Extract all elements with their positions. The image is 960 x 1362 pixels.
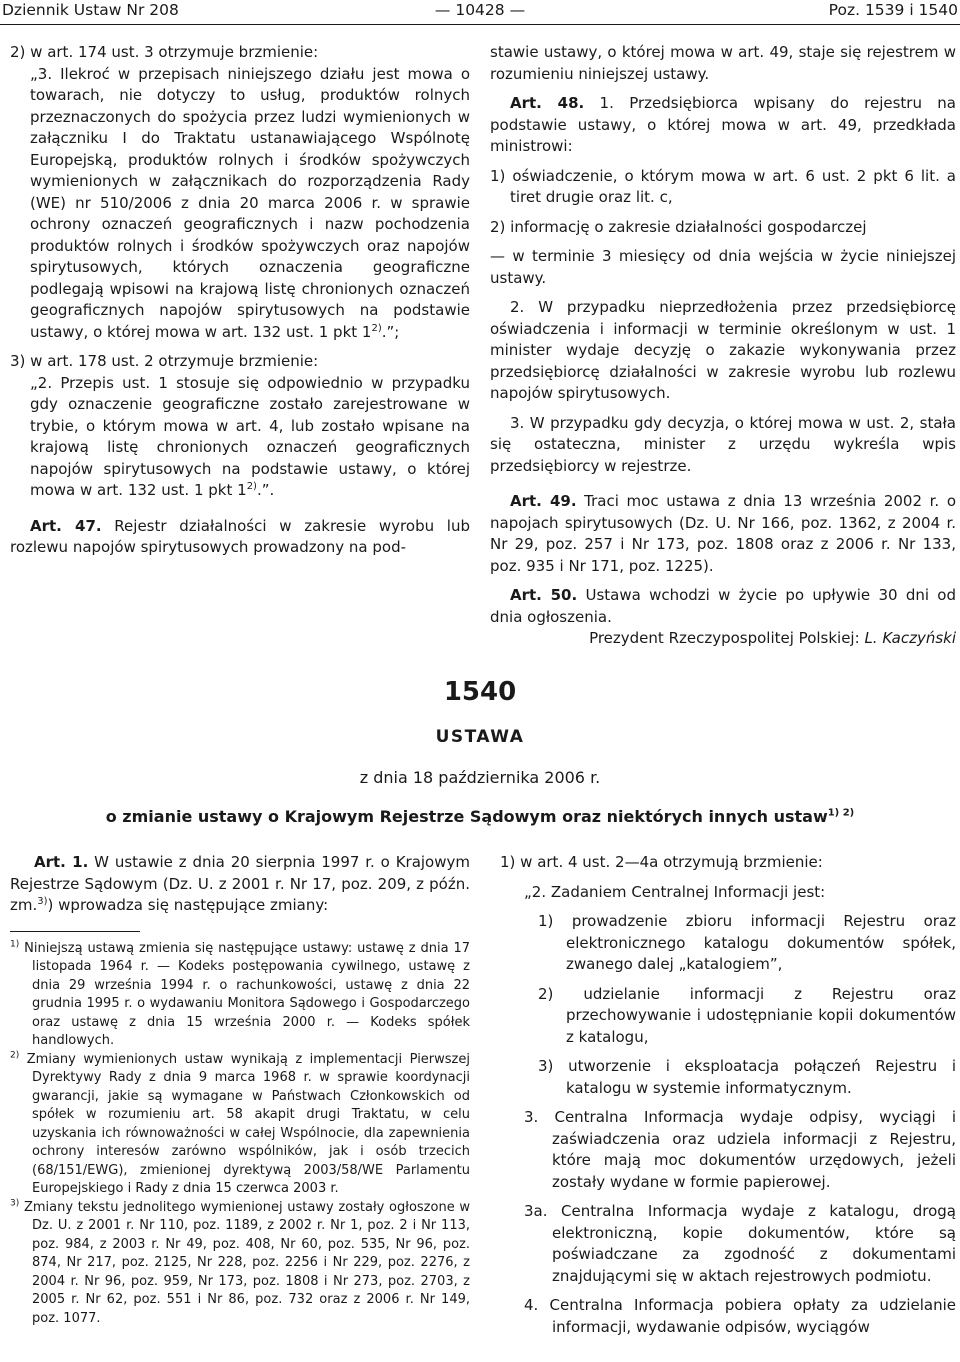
article-48-item-2: 2) informację o zakresie działalności gospodarczej (490, 217, 867, 236)
ci-para-3: 3. Centralna Informacja wydaje odpisy, wyciągi i zaświadczenia oraz udziela informacji z Rejestru, które mają moc dokumentów urzędowych, jeżeli zostały wydane w formie papierowej. (524, 1108, 956, 1191)
ci-task-intro: „2. Zadaniem Centralnej Informacji jest: (524, 882, 826, 901)
signature: Prezydent Rzeczypospolitej Polskiej: L. Kaczyński (589, 629, 956, 647)
amendment-text-art174: „3. Ilekroć w przepisach niniejszego działu jest mowa o towarach, nie dotyczy to usług, produktów rolnych przeznaczonych do spożycia przez ludzi wymienionych w załączniku I do Traktatu ustanawiającego Wspólnotę Europejską, produktów rolnych i środków spożywczych wymienionych w załącznikach do rozporządzenia Rady (WE) nr 510/2006 z dnia 20 marca 2006 r. w sprawie ochrony oznaczeń geograficznych i nazw pochodzenia produktów rolnych i środków spożywczych oraz napojów spirytusowych, których oznaczenia geograficzne podlegają wpisowi na krajową listę chronionych oznaczeń geograficznych napojów spirytusowych na podstawie ustawy, o której mowa w art. 132 ust. 1 pkt 1$^{2)}$.”; (30, 64, 470, 341)
article-48-para-3: 3. W przypadku gdy decyzja, o której mowa w ust. 2, stała się ostateczna, minister z urzędu wykreśla wpis przedsiębiorcy w rejestrze. (490, 413, 956, 475)
amendment-point-1: 1) w art. 4 ust. 2—4a otrzymują brzmienie: (500, 853, 823, 871)
article-48-item-1: 1) oświadczenie, o którym mowa w art. 6 ust. 2 pkt 6 lit. a tiret drugie oraz lit. c, (490, 166, 956, 206)
ci-task-3: 3) utworzenie i eksploatacja połączeń Rejestru i katalogu w systemie informatycznym. (538, 1057, 956, 1097)
item-positions: Poz. 1539 i 1540 (828, 1, 958, 19)
ci-task-1: 1) prowadzenie zbioru informacji Rejestru oraz elektronicznego katalogu dokumentów spółek, zwanego dalej „katalogiem”, (538, 912, 956, 973)
ci-para-3a: 3a. Centralna Informacja wydaje z katalogu, drogą elektroniczną, kopie dokumentów, które są poświadczane za zgodność z dokumentami znajdującymi się w aktach rejestrowych podmiotu. (524, 1202, 956, 1285)
article-50: Art. 50. Ustawa wchodzi w życie po upływie 30 dni od dnia ogłoszenia. (490, 586, 956, 626)
footnote-1: $^{1)}$ Niniejszą ustawą zmienia się następujące ustawy: ustawę z dnia 17 listopada 1964 r. — Kodeks postępowania cywilnego, ustawę z dnia 29 września 1994 r. o rachunkowości, ustawę z dnia 22 grudnia 1995 r. o wydawaniu Monitora Sądowego i Gospodarczego oraz ustawę z dnia 15 września 2000 r. — Kodeks spółek handlowych. (10, 939, 470, 1048)
amendment-text-art178: „2. Przepis ust. 1 stosuje się odpowiednio w przypadku gdy oznaczenie geograficzne zostało zarejestrowane w trybie, o którym mowa w art. 4, lub zostało wpisane na krajową listę chronionych oznaczeń geograficznych napojów spirytusowych na podstawie ustawy, o której mowa w art. 132 ust. 1 pkt 1$^{2)}$.”. (30, 373, 470, 499)
amendment-point-2: 2) w art. 174 ust. 3 otrzymuje brzmienie: (10, 43, 319, 61)
act-date: z dnia 18 października 2006 r. (359, 768, 601, 787)
ci-task-2: 2) udzielanie informacji z Rejestru oraz przechowywanie i udostępnianie kopii dokumentów z katalogu, (538, 984, 956, 1046)
act-subject: o zmianie ustawy o Krajowym Rejestrze Sądowym oraz niektórych innych ustaw$^{1) 2)}$ (105, 807, 855, 826)
header-rule (0, 24, 960, 25)
journal-title: Dziennik Ustaw Nr 208 (2, 1, 179, 19)
page-number: — 10428 — (434, 1, 526, 19)
article-48: Art. 48. 1. Przedsiębiorca wpisany do rejestru na podstawie ustawy, o której mowa w art. 49, przedkłada ministrowi: (490, 94, 956, 155)
article-49: Art. 49. Traci moc ustawa z dnia 13 września 2002 r. o napojach spirytusowych (Dz. U. Nr 166, poz. 1362, z 2004 r. Nr 29, poz. 257 i Nr 173, poz. 1808 oraz z 2006 r. Nr 133, poz. 935 i Nr 171, poz. 1225). (490, 492, 957, 575)
ci-para-4: 4. Centralna Informacja pobiera opłaty za udzielanie informacji, wydawanie odpisów, wyciągów (524, 1296, 956, 1336)
act-type: USTAWA (435, 727, 525, 747)
article-47: Art. 47. Rejestr działalności w zakresie wyrobu lub rozlewu napojów spirytusowych prowadzony na pod- (10, 516, 470, 556)
running-header (0, 0, 960, 24)
upper-right-column (490, 42, 956, 650)
act-number: 1540 (443, 677, 517, 707)
article-47-continuation: stawie ustawy, o której mowa w art. 49, staje się rejestrem w rozumieniu niniejszej ustawy. (490, 43, 956, 83)
article-48-deadline: — w terminie 3 miesięcy od dnia wejścia w życie niniejszej ustawy. (490, 247, 956, 287)
article-1: Art. 1. W ustawie z dnia 20 sierpnia 1997 r. o Krajowym Rejestrze Sądowym (Dz. U. z 2001 r. Nr 17, poz. 209, z późn. zm.$^{3)}$) wprowadza się następujące zmiany: (10, 853, 470, 914)
lower-right-column (500, 852, 956, 1338)
footnote-rule (10, 931, 140, 932)
lower-left-column (10, 852, 470, 1328)
article-48-para-2: 2. W przypadku nieprzedłożenia przez przedsiębiorcę oświadczenia i informacji w terminie określonym w ust. 1 minister wydaje decyzję o zakazie wykonywania przez przedsiębiorcę działalności w zakresie wyrobu lub rozlewu napojów spirytusowych. (490, 298, 956, 402)
footnote-3: $^{3)}$ Zmiany tekstu jednolitego wymienionej ustawy zostały ogłoszone w Dz. U. z 2001 r. Nr 110, poz. 1189, z 2002 r. Nr 1, poz. 2 i Nr 113, poz. 984, z 2003 r. Nr 49, poz. 408, Nr 60, poz. 535, Nr 96, poz. 874, Nr 217, poz. 2125, Nr 228, poz. 2256 i Nr 229, poz. 2276, z 2004 r. Nr 96, poz. 959, Nr 173, poz. 1808 i Nr 273, poz. 2703, z 2005 r. Nr 62, poz. 551 i Nr 86, poz. 732 oraz z 2006 r. Nr 149, poz. 1077. (10, 1198, 470, 1326)
amendment-point-3: 3) w art. 178 ust. 2 otrzymuje brzmienie: (10, 352, 319, 370)
footnote-2: $^{2)}$ Zmiany wymienionych ustaw wynikają z implementacji Pierwszej Dyrektywy Rady z dnia 9 marca 1968 r. w sprawie koordynacji gwarancji, jakie są wymagane w Państwach Członkowskich od spółek w rozumieniu art. 58 akapit drugi Traktatu, w celu uzyskania ich równoważności w całej Wspólnocie, dla zapewnienia ochrony interesów zarówno wspólników, jak i osób trzecich (68/151/EWG), zmienionej dyrektywą 2003/58/WE Parlamentu Europejskiego i Rady z dnia 15 czerwca 2003 r. (10, 1050, 470, 1196)
upper-left-column (10, 42, 470, 559)
